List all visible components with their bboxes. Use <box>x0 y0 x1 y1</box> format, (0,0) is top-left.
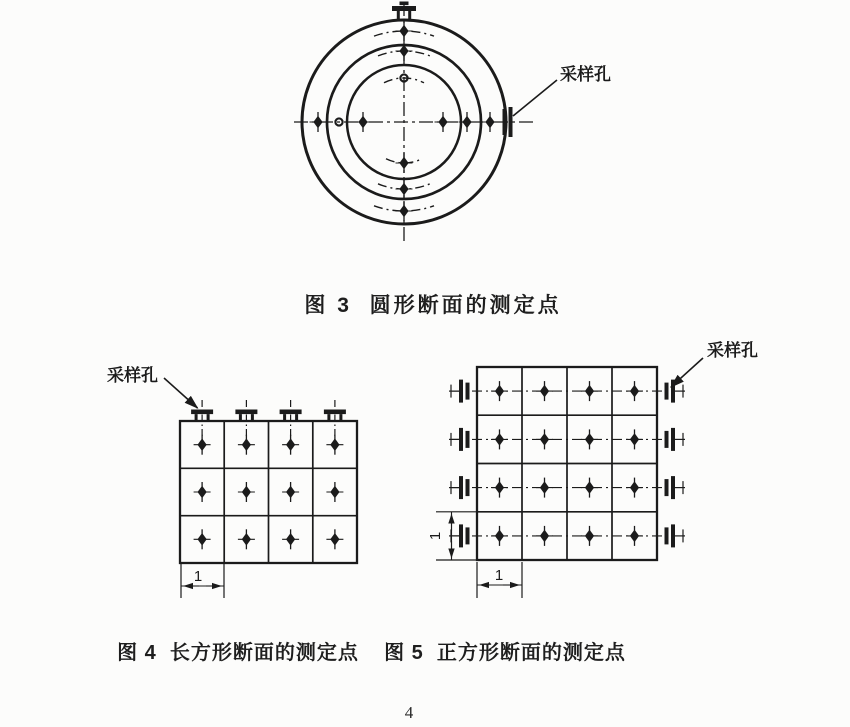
dimension-label: 1 <box>193 568 203 585</box>
figure4-rectangular-section-diagram <box>107 365 357 598</box>
figure3-circular-section-diagram <box>294 2 611 244</box>
dimension-label-horizontal: 1 <box>494 567 504 584</box>
sampling-hole-label: 采样孔 <box>107 366 158 385</box>
dimension-bottom <box>181 564 224 598</box>
sampling-hole-label: 采样孔 <box>560 65 611 84</box>
leader-line <box>164 378 198 408</box>
figure3-caption: 图 3 圆形断面的测定点 <box>304 294 562 317</box>
leader-line <box>513 80 557 116</box>
grid <box>477 367 657 560</box>
sampling-ports-left <box>449 380 470 548</box>
sampling-hole-label: 采样孔 <box>707 341 758 360</box>
sampling-port-top <box>392 2 416 20</box>
figure4-caption: 图 4 长方形断面的测定点 <box>117 642 359 664</box>
sampling-ports-right <box>665 380 686 548</box>
dimension-label-vertical: 1 <box>427 531 444 541</box>
figure5-caption: 图 5 正方形断面的测定点 <box>384 642 626 664</box>
page-number: 4 <box>404 703 414 722</box>
leader-line <box>671 358 703 387</box>
figure5-square-section-diagram <box>427 340 758 598</box>
